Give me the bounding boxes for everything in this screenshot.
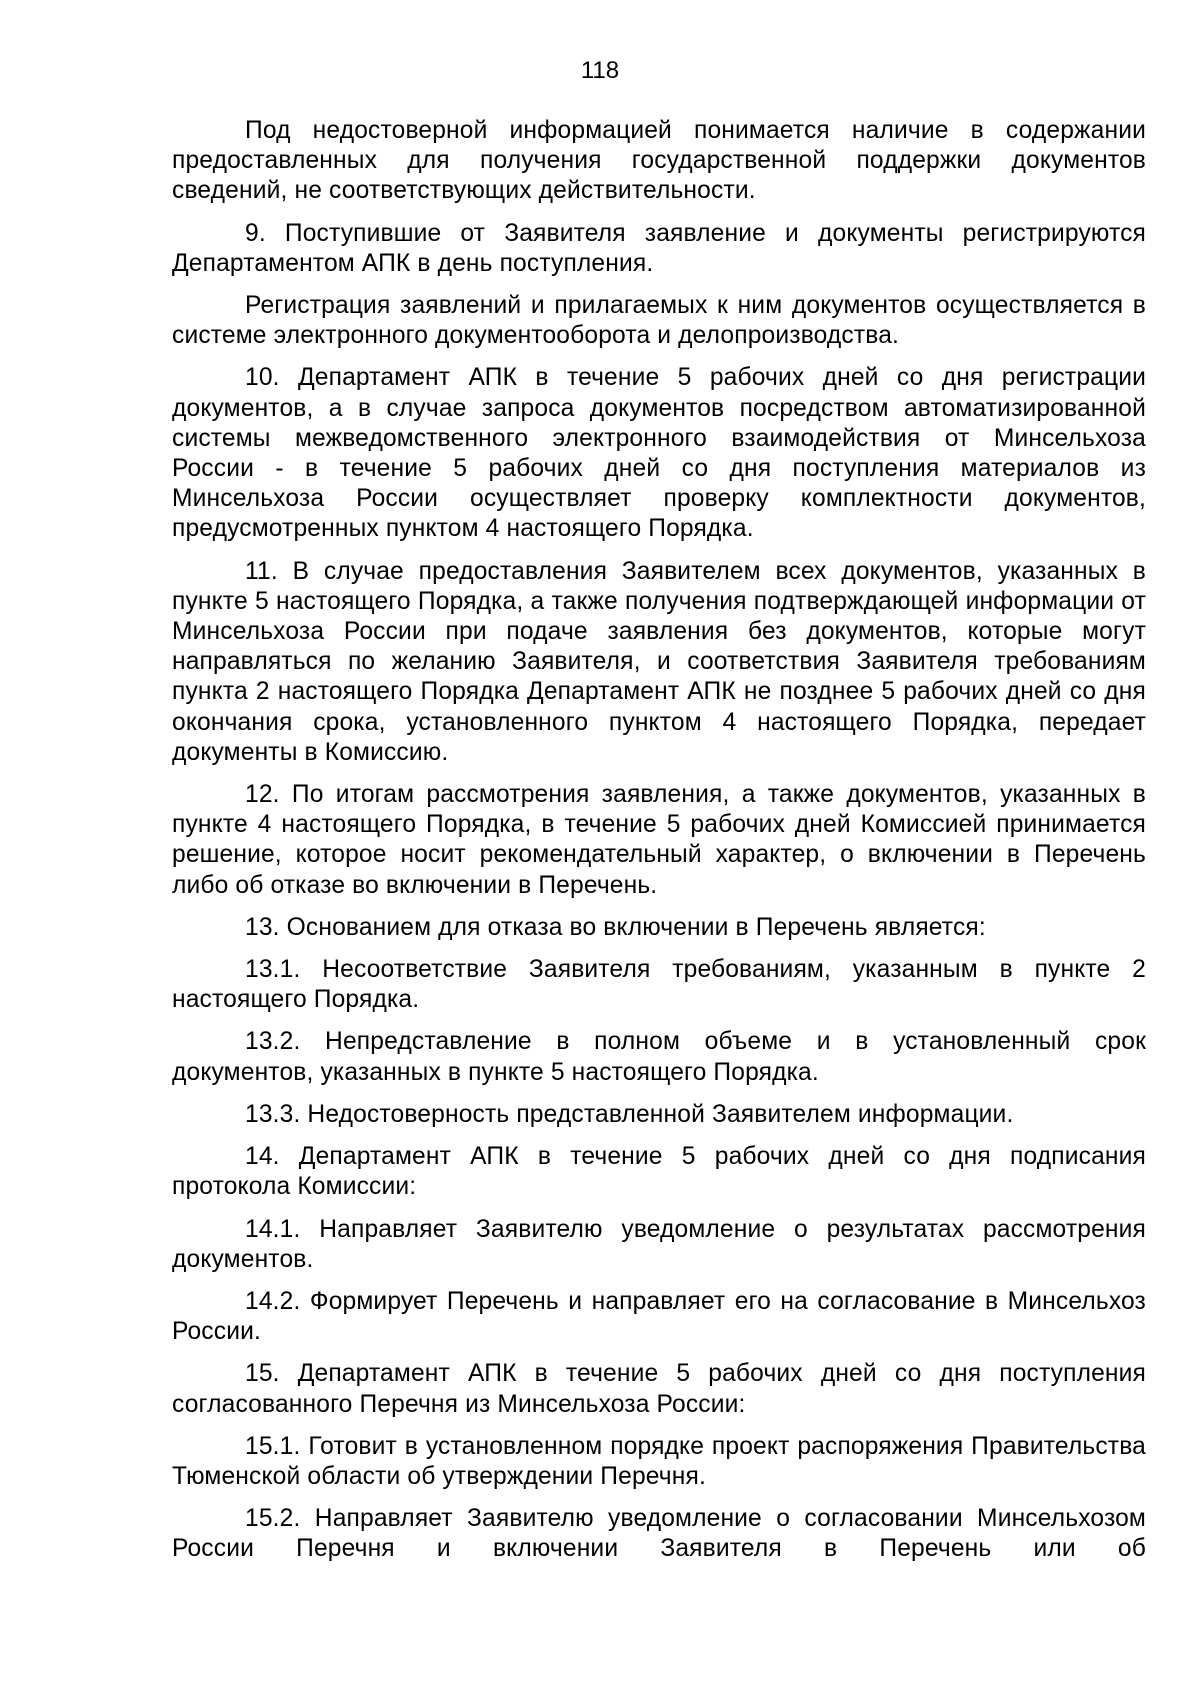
paragraph-unreliable-info-definition: Под недостоверной информацией понимается наличие в содержании предоставленных для получения государственной поддержки документов сведений, не соответствующих действительности. bbox=[172, 117, 1146, 205]
paragraph-15-1: 15.1. Готовит в установленном порядке проект распоряжения Правительства Тюменской области об утверждении Перечня. bbox=[172, 1432, 1146, 1490]
paragraph-15-2: 15.2. Направляет Заявителю уведомление о согласовании Минсельхозом России Перечня и включении Заявителя в Перечень или об bbox=[172, 1505, 1146, 1563]
paragraph-9-registration: 9. Поступившие от Заявителя заявление и документы регистрируются Департаментом АПК в день поступления. bbox=[172, 219, 1146, 277]
paragraph-14-department-actions: 14. Департамент АПК в течение 5 рабочих дней со дня подписания протокола Комиссии: bbox=[172, 1143, 1146, 1201]
paragraph-13-refusal-grounds: 13. Основанием для отказа во включении в Перечень является: bbox=[245, 913, 986, 941]
paragraph-10-completeness-check: 10. Департамент АПК в течение 5 рабочих дней со дня регистрации документов, а в случае запроса документов посредством автоматизированной системы межведомственного электронного взаимодействия от Минсельхоза России - в течение 5 рабочих дней со дня поступления материалов из Минсельхоза России осуществляет проверку комплектности документов, предусмотренных пунктом 4 настоящего Порядка. bbox=[172, 364, 1146, 543]
paragraph-12-commission-decision: 12. По итогам рассмотрения заявления, а также документов, указанных в пункте 4 настоящего Порядка, в течение 5 рабочих дней Комиссией принимается решение, которое носит рекомендательный характер, о включении в Перечень либо об отказе во включении в Перечень. bbox=[172, 781, 1146, 899]
paragraph-15-department-actions: 15. Департамент АПК в течение 5 рабочих дней со дня поступления согласованного Перечня из Минсельхоза России: bbox=[172, 1360, 1146, 1418]
paragraph-11-transfer-to-commission: 11. В случае предоставления Заявителем всех документов, указанных в пункте 5 настоящего Порядка, а также получения подтверждающей информации от Минсельхоза России при подаче заявления без документов, которые могут направляться по желанию Заявителя, и соответствия Заявителя требованиям пункта 2 настоящего Порядка Департамент АПК не позднее 5 рабочих дней со дня окончания срока, установленного пунктом 4 настоящего Порядка, передает документы в Комиссию. bbox=[172, 557, 1146, 766]
paragraph-14-1: 14.1. Направляет Заявителю уведомление о результатах рассмотрения документов. bbox=[172, 1215, 1146, 1273]
document-body bbox=[172, 116, 1146, 1565]
paragraph-13-2: 13.2. Непредставление в полном объеме и в установленный срок документов, указанных в пункте 5 настоящего Порядка. bbox=[172, 1028, 1146, 1086]
paragraph-registration-system: Регистрация заявлений и прилагаемых к ним документов осуществляется в системе электронного документооборота и делопроизводства. bbox=[172, 292, 1146, 350]
page-number: 118 bbox=[580, 57, 620, 84]
paragraph-13-1: 13.1. Несоответствие Заявителя требованиям, указанным в пункте 2 настоящего Порядка. bbox=[172, 956, 1146, 1014]
paragraph-14-2: 14.2. Формирует Перечень и направляет его на согласование в Минсельхоз России. bbox=[172, 1287, 1146, 1346]
paragraph-13-3: 13.3. Недостоверность представленной Заявителем информации. bbox=[245, 1100, 1014, 1128]
